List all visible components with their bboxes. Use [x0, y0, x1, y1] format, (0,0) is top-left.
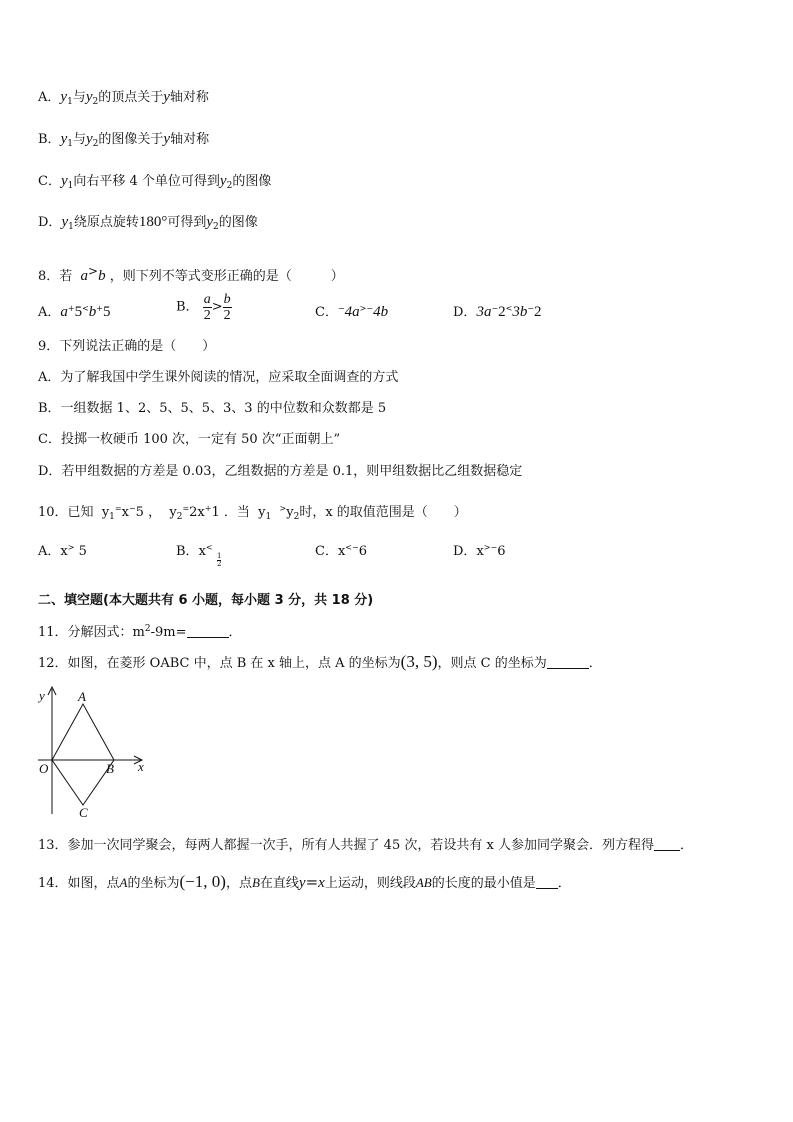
- q14: 14．如图，点A的坐标为(−1, 0)，点B在直线y=x上运动，则线段AB的长度的最小值是 ．: [38, 872, 571, 891]
- q9-stem: 9．下列说法正确的是（ ）: [38, 339, 216, 354]
- q9-option-b: B．一组数据 1、2、5、5、5、3、3 的中位数和众数都是 5: [38, 401, 387, 416]
- q8-option-a: A．a+5<b+5: [38, 304, 111, 320]
- q10-option-b-fraction: 1 2: [217, 552, 222, 568]
- answer-blank[interactable]: [654, 837, 680, 851]
- label-b: B: [106, 761, 114, 776]
- fraction-b-over-2: $\frac{b}{2}$: [223, 292, 231, 323]
- q9-option-c: C．投掷一枚硬币 100 次，一定有 50 次“正面朝上”: [38, 432, 341, 447]
- label-x: x: [138, 759, 144, 774]
- q8-option-d: D．3a−2<3b−2: [453, 304, 542, 320]
- q7-option-a: A．$y_1$与$y_2$的顶点关于y轴对称: [38, 89, 209, 107]
- label-y: y: [39, 688, 45, 703]
- q10-option-b: B．x<: [176, 543, 213, 559]
- q7-option-c: C．$y_1$向右平移 4 个单位可得到$y_2$的图像: [38, 173, 272, 191]
- label-o: O: [39, 761, 49, 776]
- q13: 13．参加一次同学聚会，每两人都握一次手，所有人共握了 45 次，若设共有 x 人参加同学聚会．列方程得 ．: [38, 838, 693, 853]
- q7-option-d: D．$y_1$绕原点旋转180°可得到$y_2$的图像: [38, 214, 258, 232]
- answer-blank[interactable]: [547, 655, 589, 669]
- q10-stem: 10．已知 $y_1^=x^-5$ ， $y_2^=2x^+1$ ．当 $y_1$ $^>y_2$时，x 的取值范围是（ ）: [38, 504, 467, 522]
- q12: 12．如图，在菱形 OABC 中，点 B 在 x 轴上，点 A 的坐标为(3, 5)，则点 C 的坐标为 ．: [38, 652, 602, 671]
- q9-option-a: A．为了解我国中学生课外阅读的情况，应采取全面调查的方式: [38, 370, 399, 385]
- section-heading: 二、填空题(本大题共有 6 小题，每小题 3 分，共 18 分): [38, 593, 374, 608]
- rhombus-figure: [30, 683, 160, 823]
- q11: 11．分解因式：$m^2-9m=$ ．: [38, 624, 242, 640]
- q8-stem: 8．若 a>b ，则下列不等式变形正确的是（ ）: [38, 264, 344, 284]
- q10-option-a: A．x> 5: [38, 543, 87, 559]
- q8-option-b: B． $\frac{a}{2}$ > $\frac{b}{2}$: [176, 292, 231, 323]
- rhombus-oabc: [52, 704, 114, 805]
- answer-blank[interactable]: [187, 624, 229, 638]
- label-a: A: [78, 689, 86, 704]
- q8-option-c: C．−4a>−4b: [315, 304, 389, 320]
- fraction-a-over-2: $\frac{a}{2}$: [203, 292, 211, 323]
- q9-option-d: D．若甲组数据的方差是 0.03，乙组数据的方差是 0.1，则甲组数据比乙组数据稳定: [38, 464, 523, 479]
- label-c: C: [79, 805, 88, 820]
- q10-option-c: C．x<−6: [315, 543, 367, 559]
- answer-blank[interactable]: [536, 875, 558, 889]
- q10-option-d: D．x>−6: [453, 543, 506, 559]
- q7-option-b: B．$y_1$与$y_2$的图像关于y轴对称: [38, 131, 210, 149]
